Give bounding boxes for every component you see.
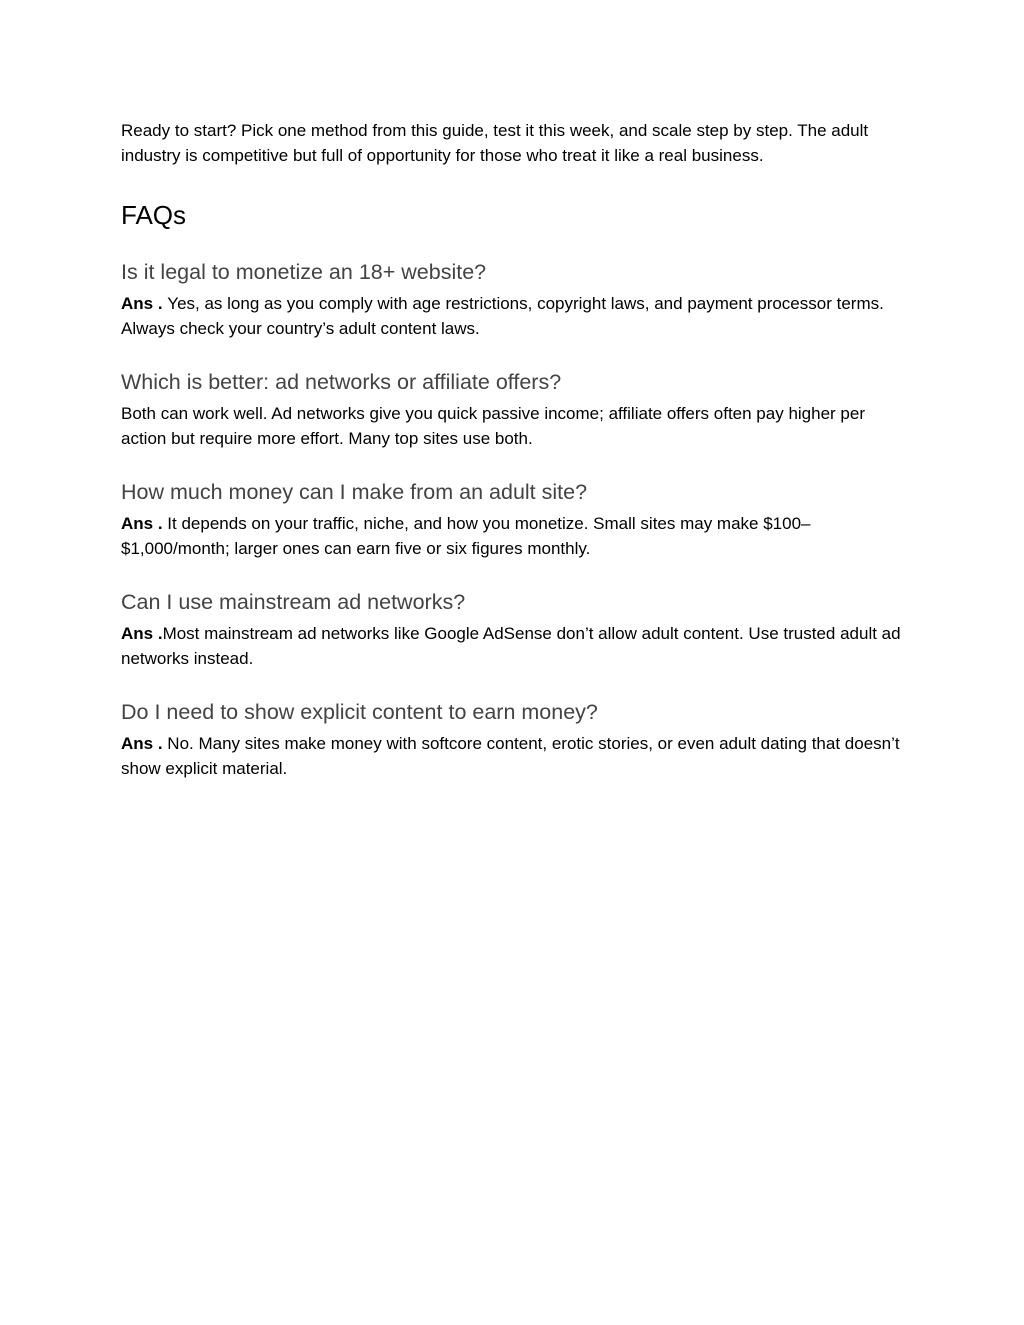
faq-question: Is it legal to monetize an 18+ website?: [121, 260, 487, 284]
answer-text: No. Many sites make money with softcore content, erotic stories, or even adult dating that doesn’t show explicit material.: [121, 734, 900, 778]
faq-heading: FAQs: [121, 200, 187, 230]
faq-item-ads-vs-affiliate: [121, 368, 911, 451]
answer-text: Yes, as long as you comply with age restrictions, copyright laws, and payment processor terms. Always check your country’s adult content laws.: [121, 294, 884, 338]
faq-answer: [121, 622, 911, 671]
faq-item-earnings: [121, 478, 911, 561]
answer-text: Both can work well. Ad networks give you quick passive income; affiliate offers often pay higher per action but require more effort. Many top sites use both.: [121, 404, 865, 448]
faq-item-legal: [121, 258, 911, 341]
faq-item-mainstream-networks: [121, 588, 911, 671]
faq-item-explicit-content: [121, 698, 911, 781]
faq-answer: [121, 402, 911, 451]
document-page: [121, 119, 911, 808]
faq-question: Do I need to show explicit content to earn money?: [121, 700, 598, 724]
faq-answer: [121, 512, 911, 561]
intro-paragraph: Ready to start? Pick one method from this guide, test it this week, and scale step by step. The adult industry is competitive but full of opportunity for those who treat it like a real business.: [121, 121, 869, 165]
faq-list: [121, 258, 911, 781]
faq-answer: [121, 732, 911, 781]
faq-answer: [121, 292, 911, 341]
answer-prefix: Ans .: [121, 294, 168, 313]
answer-prefix: Ans .: [121, 514, 168, 533]
answer-prefix: Ans .: [121, 734, 168, 753]
faq-question: Which is better: ad networks or affiliate offers?: [121, 370, 562, 394]
answer-prefix: Ans .: [121, 624, 163, 643]
answer-text: Most mainstream ad networks like Google AdSense don’t allow adult content. Use trusted adult ad networks instead.: [121, 624, 901, 668]
answer-text: It depends on your traffic, niche, and how you monetize. Small sites may make $100–$1,000/month; larger ones can earn five or six figures monthly.: [121, 514, 811, 558]
faq-question: Can I use mainstream ad networks?: [121, 590, 466, 614]
faq-question: How much money can I make from an adult site?: [121, 480, 588, 504]
